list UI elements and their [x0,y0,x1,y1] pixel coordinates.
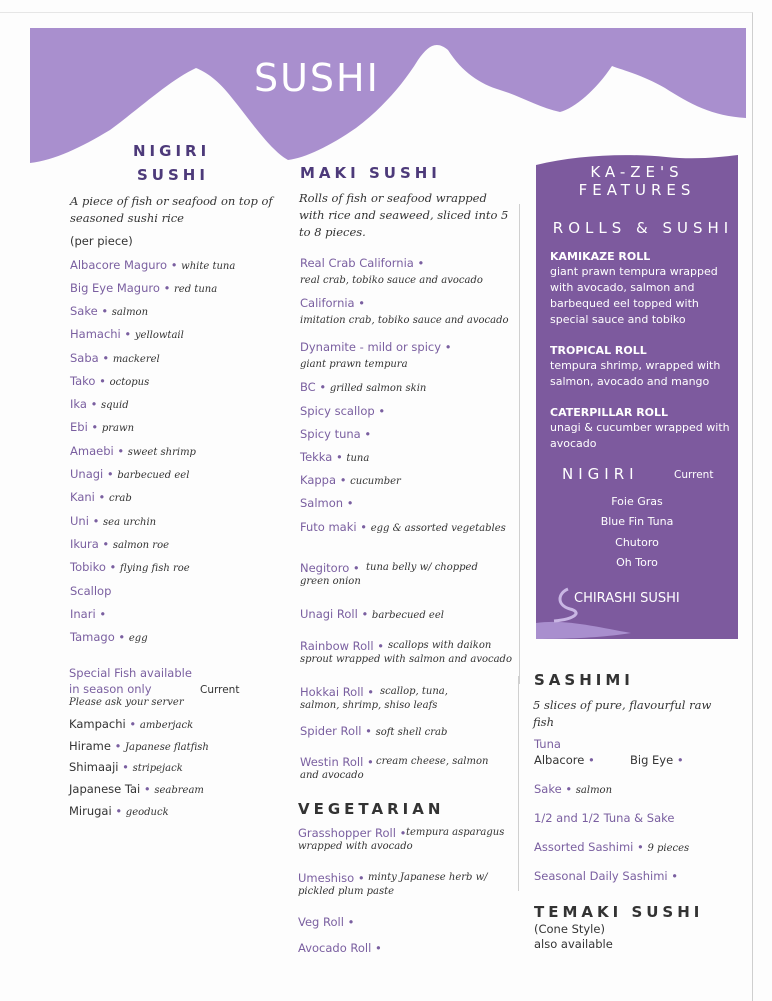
item-name: Dynamite - mild or spicy [300,340,442,354]
item-name: Sake [70,304,98,318]
item-desc: flying fish roe [120,563,190,574]
item-name: Tamago [70,630,115,644]
list-item: Salmon • [300,496,354,510]
item-desc: sea urchin [103,517,157,528]
item-desc: scallop, tuna, salmon, shrimp, shiso leafs [300,686,448,711]
item-name: California [300,296,355,310]
item-desc: sweet shrimp [127,447,196,458]
item-desc: squid [101,400,129,411]
item-name: Scallop [70,584,112,598]
maki-description: Rolls of fish or seafood wrapped with rice and seaweed, sliced into 5 to 8 pieces. [299,191,509,239]
item-desc: grilled salmon skin [329,383,427,394]
item-desc: scallops with daikon sprout wrapped with salmon and avocado [300,640,512,665]
features-nigiri-item: Oh Toro [616,556,658,569]
vegetarian-heading: VEGETARIAN [298,800,445,818]
list-item: Unagi Roll • barbecued eel [300,607,444,621]
list-item: Negitoro • [300,561,360,575]
feature-roll-desc: unagi & cucumber wrapped with avocado [550,421,730,450]
list-item: Amaebi • sweet shrimp [70,444,196,458]
list-item: BC • grilled salmon skin [300,380,427,394]
item-desc: soft shell crab [375,727,448,738]
item-name: Avocado Roll [298,941,372,955]
item-name: Japanese Tai [69,782,141,796]
item-name: Tako [70,374,96,388]
item-desc: tempura asparagus wrapped with avocado [298,827,505,852]
list-item: Hokkai Roll • [300,685,375,699]
item-desc: egg & assorted vegetables [370,523,506,534]
item-name: Ikura [70,537,99,551]
page-title: SUSHI [254,56,380,100]
feature-roll-desc: giant prawn tempura wrapped with avocado, salmon and barbequed eel topped with special sauce and tobiko [550,265,718,326]
list-item: Unagi • barbecued eel [70,467,190,481]
item-name: Spider Roll [300,724,362,738]
list-item: Inari • [70,607,107,621]
list-item: Japanese Tai • seabream [69,782,204,796]
list-item: Tako • octopus [70,374,150,388]
nigiri-heading-line2: SUSHI [137,166,209,184]
sashimi-divider [518,676,519,891]
special-fish-line1: Special Fish available [69,666,192,680]
feature-roll-desc: tempura shrimp, wrapped with salmon, avocado and mango [550,359,721,388]
item-name: Tekka [300,450,333,464]
list-item: Hamachi • yellowtail [70,327,184,341]
list-item: Avocado Roll • [298,941,382,955]
features-nigiri-item: Foie Gras [611,495,663,508]
list-item: Shimaaji • stripejack [69,760,183,774]
item-name: Tobiko [70,560,106,574]
item-name: Kappa [300,473,337,487]
item-name: Assorted Sashimi [534,840,634,854]
item-name: BC [300,380,316,394]
item-desc: imitation crab, tobiko sauce and avocado [300,315,509,326]
list-item: Westin Roll • [300,755,374,769]
nigiri-heading-line1: NIGIRI [133,142,211,160]
item-name: Sake [534,782,562,796]
item-name: Kampachi [69,717,126,731]
item-desc: seabream [154,785,204,796]
list-item: Big Eye Maguro • red tuna [70,281,218,295]
special-fish-current: Current [200,684,240,696]
list-item [534,811,674,825]
temaki-line2: also available [534,937,613,951]
item-name: Uni [70,514,89,528]
item-name: Veg Roll [298,915,344,929]
item-name: Futo maki [300,520,357,534]
features-subheading: ROLLS & SUSHI [552,219,734,237]
item-desc: salmon roe [112,540,170,551]
features-nigiri-item: Blue Fin Tuna [600,515,674,528]
item-name: Westin Roll [300,755,364,769]
list-item: Rainbow Roll • [300,639,385,653]
list-item: California • [300,296,366,310]
column-divider [519,204,520,684]
feature-roll-name: CATERPILLAR ROLL [550,406,669,419]
item-name: Salmon [300,496,344,510]
list-item: Dynamite - mild or spicy • [300,340,452,354]
item-desc: stripejack [132,763,183,774]
item-desc: amberjack [139,720,194,731]
mountain-banner [0,0,772,170]
item-desc: white tuna [181,261,236,272]
list-item: Saba • mackerel [70,351,160,365]
list-item: Albacore • [534,753,595,767]
list-item: Ikura • salmon roe [70,537,170,551]
features-nigiri-heading: NIGIRI [562,465,639,483]
item-name: Spicy scallop [300,404,375,418]
item-name: Albacore [534,753,585,767]
list-item [70,584,111,598]
item-desc: minty Japanese herb w/ pickled plum paste [298,872,488,897]
item-desc: prawn [101,423,135,434]
list-item: Kappa • cucumber [300,473,401,487]
list-item: Spicy scallop • [300,404,386,418]
list-item: Hirame • Japanese flatfish [69,739,209,753]
item-name: Big Eye [630,753,674,767]
item-desc: tuna belly w/ chopped green onion [300,562,478,587]
item-name: Hirame [69,739,111,753]
item-name: Shimaaji [69,760,119,774]
list-item: Tekka • tuna [300,450,370,464]
list-item: Tobiko • flying fish roe [70,560,190,574]
list-item: Real Crab California • [300,256,425,270]
list-item: Ebi • prawn [70,420,135,434]
nigiri-description: A piece of fish or seafood on top of seasoned sushi rice [70,194,273,225]
item-name: Hamachi [70,327,121,341]
item-desc: egg [128,633,148,644]
feature-roll-name: TROPICAL ROLL [550,344,647,357]
list-item: Grasshopper Roll • [298,826,407,840]
feature-roll-name: KAMIKAZE ROLL [550,250,651,263]
item-desc: octopus [109,377,150,388]
item-desc: cucumber [350,476,401,487]
item-desc: red tuna [174,284,218,295]
maki-heading: MAKI SUSHI [300,164,441,182]
item-name: Negitoro [300,561,350,575]
item-desc: geoduck [125,807,169,818]
item-name: Ebi [70,420,88,434]
list-item: Ika • squid [70,397,129,411]
list-item: Spider Roll • soft shell crab [300,724,448,738]
item-name: Mirugai [69,804,112,818]
item-desc: tuna [346,453,370,464]
list-item: Sake • salmon [534,782,613,796]
features-nigiri-current: Current [674,469,714,481]
list-item: Mirugai • geoduck [69,804,169,818]
list-item: Futo maki • egg & assorted vegetables [300,520,506,534]
item-desc: real crab, tobiko sauce and avocado [300,275,483,286]
item-desc: barbecued eel [117,470,190,481]
item-name: Grasshopper Roll [298,826,396,840]
item-desc: crab [108,493,132,504]
chirashi-label: CHIRASHI SUSHI [574,591,680,606]
list-item: Kampachi • amberjack [69,717,194,731]
features-heading-line1: KA-ZE'S [590,163,684,181]
item-desc: salmon [111,307,149,318]
temaki-heading: TEMAKI SUSHI [534,903,704,921]
item-name: Spicy tuna [300,427,361,441]
list-item: Seasonal Daily Sashimi • [534,869,679,883]
per-piece-label: (per piece) [70,234,133,248]
list-item: Kani • crab [70,490,132,504]
item-name: Seasonal Daily Sashimi [534,869,668,883]
item-desc: mackerel [112,354,160,365]
sashimi-tuna-label: Tuna [534,737,561,751]
item-name: Amaebi [70,444,114,458]
list-item: Big Eye • [630,753,684,767]
item-name: Rainbow Roll [300,639,374,653]
temaki-line1: (Cone Style) [534,922,605,936]
item-name: Ika [70,397,87,411]
features-nigiri-item: Chutoro [615,536,659,549]
item-name: Unagi Roll [300,607,358,621]
list-item: Tamago • egg [70,630,148,644]
item-desc: giant prawn tempura [300,359,408,370]
list-item: Assorted Sashimi • 9 pieces [534,840,690,854]
item-name: Saba [70,351,99,365]
list-item: Uni • sea urchin [70,514,157,528]
item-desc: cream cheese, salmon and avocado [300,756,489,781]
item-desc: salmon [575,785,613,796]
list-item: Umeshiso • [298,871,365,885]
list-item: Albacore Maguro • white tuna [70,258,236,272]
item-name: Hokkai Roll [300,685,364,699]
item-name: Real Crab California [300,256,414,270]
item-desc: Japanese flatfish [125,742,209,753]
features-heading-line2: FEATURES [578,181,696,199]
sashimi-description: 5 slices of pure, flavourful raw fish [533,698,712,729]
special-fish-line2: in season only [69,682,152,696]
item-name: 1/2 and 1/2 Tuna & Sake [534,811,675,825]
special-fish-note: Please ask your server [69,697,184,708]
item-name: Big Eye Maguro [70,281,160,295]
list-item: Veg Roll • [298,915,355,929]
item-name: Unagi [70,467,104,481]
item-name: Albacore Maguro [70,258,168,272]
item-desc: yellowtail [134,330,184,341]
item-name: Kani [70,490,95,504]
item-name: Umeshiso [298,871,355,885]
list-item: Spicy tuna • [300,427,372,441]
list-item: Sake • salmon [70,304,149,318]
item-name: Inari [70,607,96,621]
item-desc: 9 pieces [647,843,690,854]
features-box [536,153,738,639]
sashimi-heading: SASHIMI [534,671,634,689]
item-desc: barbecued eel [371,610,444,621]
